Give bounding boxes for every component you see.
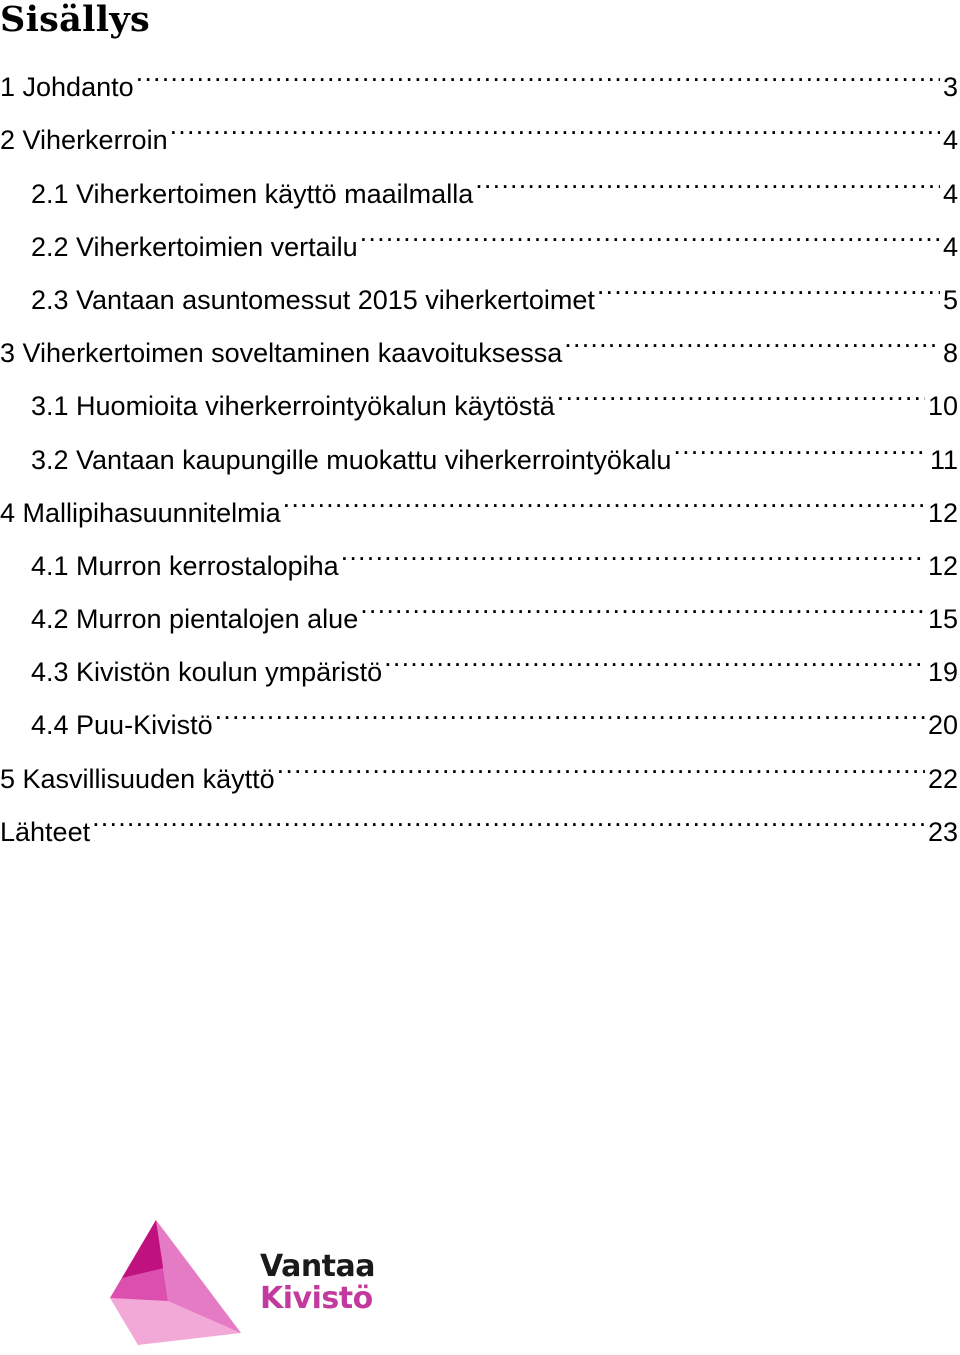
- toc-dot-leader: [92, 788, 925, 841]
- logo-line-vantaa: Vantaa: [260, 1249, 376, 1284]
- logo-line-kivisto: Kivistö: [260, 1281, 373, 1316]
- toc-entry[interactable]: [0, 96, 960, 156]
- toc-dot-leader: [341, 522, 925, 575]
- toc-entry-title: Lähteet: [0, 816, 91, 847]
- toc-entry-title: 2.1 Viherkertoimen käyttö maailmalla: [31, 178, 474, 209]
- toc-entry-page-number: 23: [927, 816, 958, 847]
- toc-entry-page-number: 4: [942, 178, 958, 209]
- toc-entry-title: 4.3 Kivistön koulun ympäristö: [31, 657, 383, 688]
- toc-entry-page-number: 12: [927, 550, 958, 581]
- toc-entry-title: 2 Viherkerroin: [0, 125, 168, 156]
- toc-entry-page-number: 15: [927, 604, 958, 635]
- toc-entry-page-number: 12: [927, 497, 958, 528]
- toc-dot-leader: [360, 203, 940, 256]
- table-of-contents: [0, 43, 960, 847]
- toc-dot-leader: [170, 96, 940, 149]
- logo-text: [260, 1251, 375, 1315]
- toc-entry[interactable]: [0, 43, 960, 103]
- toc-entry-title: 4 Mallipihasuunnitelmia: [0, 497, 281, 528]
- triangle-logo-icon: [108, 1215, 248, 1350]
- toc-entry-page-number: 22: [927, 763, 958, 794]
- toc-dot-leader: [564, 309, 940, 362]
- toc-entry-page-number: 4: [942, 125, 958, 156]
- toc-dot-leader: [475, 149, 940, 202]
- toc-dot-leader: [215, 681, 925, 734]
- toc-dot-leader: [384, 628, 925, 681]
- toc-dot-leader: [277, 734, 925, 787]
- toc-entry-page-number: 5: [942, 284, 958, 315]
- toc-entry-page-number: 19: [927, 657, 958, 688]
- toc-entry-title: 2.2 Viherkertoimien vertailu: [31, 231, 358, 262]
- toc-entry-title: 2.3 Vantaan asuntomessut 2015 viherkertoimet: [31, 284, 595, 315]
- toc-entry-page-number: 8: [942, 338, 958, 369]
- toc-entry-title: 1 Johdanto: [0, 72, 134, 103]
- toc-entry-title: 3.2 Vantaan kaupungille muokattu viherkerrointyökalu: [31, 444, 672, 475]
- toc-entry[interactable]: [0, 788, 960, 847]
- toc-entry-title: 4.2 Murron pientalojen alue: [31, 604, 359, 635]
- toc-dot-leader: [597, 256, 940, 309]
- toc-entry-page-number: 4: [942, 231, 958, 262]
- toc-dot-leader: [360, 575, 925, 628]
- toc-entry-page-number: 11: [929, 444, 958, 475]
- toc-dot-leader: [557, 362, 925, 415]
- page-title: Sisällys: [0, 0, 150, 40]
- toc-entry-page-number: 3: [942, 72, 958, 103]
- vantaa-kivisto-logo: [108, 1215, 398, 1350]
- toc-entry-title: 3 Viherkertoimen soveltaminen kaavoituksessa: [0, 338, 563, 369]
- toc-entry-title: 5 Kasvillisuuden käyttö: [0, 763, 275, 794]
- toc-dot-leader: [283, 469, 925, 522]
- toc-entry-title: 3.1 Huomioita viherkerrointyökalun käytöstä: [31, 391, 555, 422]
- toc-entry-title: 4.4 Puu-Kivistö: [31, 710, 213, 741]
- toc-entry-page-number: 20: [927, 710, 958, 741]
- toc-entry-page-number: 10: [927, 391, 958, 422]
- toc-dot-leader: [673, 415, 927, 468]
- toc-dot-leader: [136, 43, 940, 96]
- toc-entry-title: 4.1 Murron kerrostalopiha: [31, 550, 339, 581]
